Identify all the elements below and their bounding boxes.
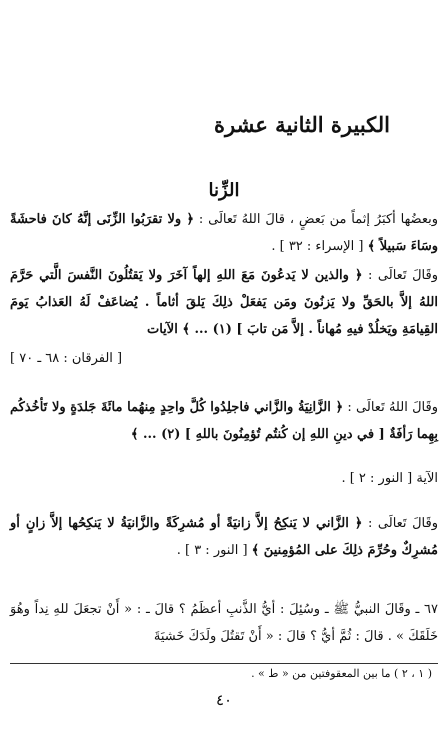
hadith-67: ٦٧ ـ وقَالَ النبيُّ ﷺ ـ وسُئِلَ : أيُّ الذَّنبِ أعظَمُ ؟ قالَ ـ : « أَنْ تجعَلَ للهِ نِداً وهُوَ خَلَقَكَ » . قالَ : ثُمَّ أيُّ ؟ قالَ : « أَنْ تَقتُلَ ولَدَكَ خَشيَةَ: [10, 602, 438, 644]
paragraph-4: [10, 510, 438, 564]
page-number: ٤٠: [215, 691, 233, 709]
footnote-divider: [10, 663, 438, 664]
section-title: الزِّنا: [208, 180, 240, 201]
paragraph-4-intro: وقَالَ تَعالَى :: [362, 516, 438, 531]
verse-reference-nur-2: الآية [ النور : ٢ ] .: [341, 471, 438, 486]
paragraph-3-intro: وقَالَ اللهُ تَعالَى :: [343, 400, 438, 415]
quran-verse-isra: ﴿ ولا تقرَبُوا الزِّنَى إنَّهُ كانَ فاحشَةً وسَاءَ سَبيلاً ﴾: [10, 212, 438, 254]
paragraph-2-intro: وقَالَ تَعالَى :: [362, 268, 438, 283]
verse-reference-furqan: [ الفرقان : ٦٨ ـ ٧٠ ]: [10, 351, 123, 366]
quran-verse-nur-3: ﴿ الزَّاني لا يَنكِحُ إلاَّ زانيَةً أو مُشرِكَةً والزَّانيَةُ لا يَنكِحُها إلاَّ زانٍ أو مُشرِكٌ وحُرِّمَ ذلِكَ على المُؤمِنينَ ﴾: [10, 516, 438, 558]
quran-verse-furqan: ﴿ والذين لا يَدعُونَ مَعَ اللهِ إلهاً آخَرَ ولا يَقتُلُونَ النَّفسَ الَّتي حَرَّمَ اللهُ إلاَّ بالحَقِّ ولا يَزنُونَ ومَن يَفعَلْ ذلِكَ يَلقَ أثاماً . يُضاعَفْ لَهُ العَذابُ يَومَ القِيامَةِ ويَخلُدْ فيهِ مُهاناً . إلاَّ مَن تابَ: [10, 268, 438, 337]
chapter-title: الكبيرة الثانية عشرة: [214, 112, 390, 137]
footnote: ( ١ ، ٢ ) ما بين المعقوفتين من « ط » .: [251, 667, 432, 680]
paragraph-1: [10, 206, 438, 260]
verse-reference-isra: [ الإسراء : ٣٢ ] .: [271, 239, 368, 254]
paragraph-1-intro: وبعضُها أكبَرُ إثماً من بَعضٍ ، قالَ اللهُ تَعالَى :: [194, 212, 439, 227]
paragraph-2: [10, 262, 438, 343]
verse-tail-furqan: ] (١) ... ﴾ الآيات: [146, 322, 243, 337]
quran-verse-nur-2: ﴿ الزَّانِيَةُ والزَّاني فاجلِدُوا كُلَّ واحِدٍ مِنهُما مائَةَ جَلدَةٍ ولا تَأخُذكُم بِهِما رَأفَةٌ [ في دينِ اللهِ إن كُنتُم تُؤمِنُونَ باللهِ ] (٢) ... ﴾: [10, 400, 438, 442]
paragraph-3: [10, 394, 438, 448]
verse-reference-nur-3: [ النور : ٣ ] .: [176, 543, 252, 558]
